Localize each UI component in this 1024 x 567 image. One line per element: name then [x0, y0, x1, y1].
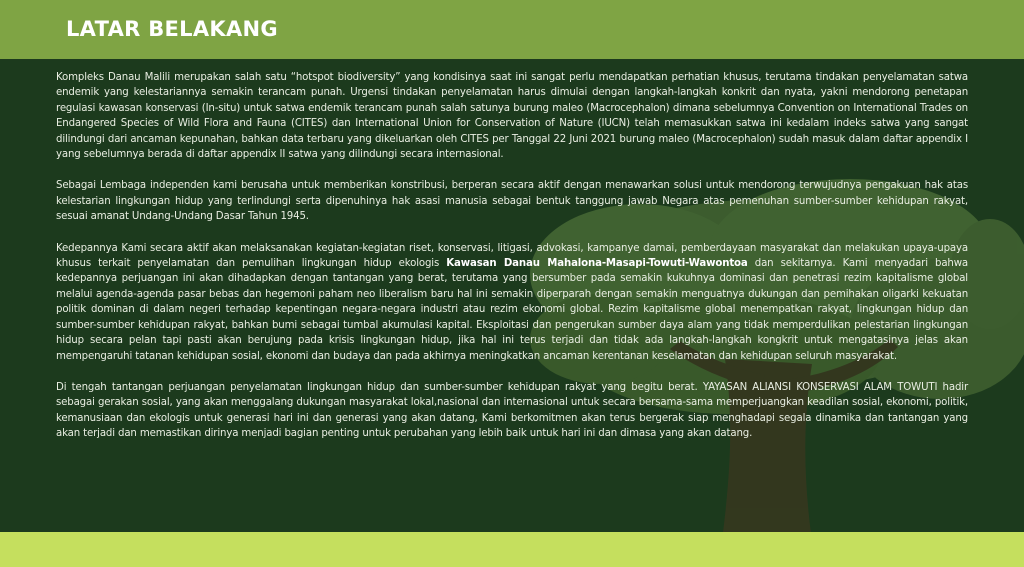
paragraph-3	[56, 241, 968, 364]
main-panel	[0, 59, 1024, 532]
footer-bar	[0, 532, 1024, 567]
paragraph-3-text-start: Kedepannya Kami secara aktif akan melaksanakan kegiatan-kegiatan riset, konservasi, litigasi, advokasi, kampanye damai, pemberdayaan masyarakat dan melakukan upaya-upaya khusus terkait penyelamatan dan pemulihan lingkungan hidup ekologis	[56, 242, 968, 270]
content-body	[56, 70, 968, 458]
paragraph-2: Sebagai Lembaga independen kami berusaha untuk memberikan konstribusi, berperan secara aktif dengan menawarkan solusi untuk mendorong terwujudnya pengakuan hak atas kelestarian lingkungan hidup yang terlindungi serta dipenuhinya hak asasi manusia sebagai bentuk tanggung jawab Negara atas pemenuhan sumber-sumber kehidupan rakyat, sesuai amanat Undang-Undang Dasar Tahun 1945.	[56, 180, 968, 223]
highlighted-area-name: Kawasan Danau Mahalona-Masapi-Towuti-Wawontoa	[446, 258, 748, 270]
header-bar	[0, 0, 1024, 59]
paragraph-3-text-end: dan sekitarnya. Kami menyadari bahwa kedepannya perjuangan ini akan dihadapkan dengan tantangan yang berat, terutama yang bersumber pada semakin kukuhnya dominasi dan penetrasi rezim kapitalisme global melalui agenda-agenda pasar bebas dan hegemoni paham neo liberalism baru hal ini semakin diperparah dengan semakin menguatnya dukungan dan pemihakan oligarki kekuatan politik dominan di dalam negeri terhadap kepentingan negara-negara industri atau rezim ekonomi global. Rezim kapitalisme global menempatkan rakyat, lingkungan hidup dan sumber-sumber kehidupan rakyat, bahkan bumi sebagai tumbal akumulasi kapital. Eksploitasi dan pengerukan sumber daya alam yang tidak memperdulikan pelestarian lingkungan hidup secara pelan tapi pasti akan berujung pada krisis lingkungan hidup, jika hal ini terus terjadi dan tidak ada langkah-langkah kongkrit untuk mengatasinya jelas akan mempengaruhi tatanan kehidupan sosial, ekonomi dan budaya dan pada akhirnya meningkatkan ancaman kerentanan keselamatan dan kehidupan seluruh masyarakat.	[56, 258, 969, 362]
paragraph-4: Di tengah tantangan perjuangan penyelamatan lingkungan hidup dan sumber-sumber kehidupan rakyat yang begitu berat. YAYASAN ALIANSI KONSERVASI ALAM TOWUTI hadir sebagai gerakan sosial, yang akan menggalang dukungan masyarakat lokal,nasional dan internasional untuk secara bersama-sama memperjuangkan keadilan sosial, ekonomi, politik, kemanusiaan dan ekologis untuk generasi hari ini dan generasi yang akan datang, Kami berkomitmen akan terus bergerak siap menghadapi segala dinamika dan tantangan yang akan terjadi dan memastikan dirinya menjadi bagian penting untuk perubahan yang lebih baik untuk hari ini dan dimasa yang akan datang.	[56, 381, 968, 440]
paragraph-1: Kompleks Danau Malili merupakan salah satu “hotspot biodiversity” yang kondisinya saat ini sangat perlu mendapatkan perhatian khusus, terutama tindakan penyelamatan satwa endemik yang kelestariannya semakin terancam punah. Urgensi tindakan penyelamatan harus dimulai dengan langkah-langkah konkrit dan nyata, yakni mendorong penetapan regulasi kawasan konservasi (In-situ) untuk satwa endemik terancam punah salah satunya burung maleo (Macrocephalon) dimana sebelumnya Convention on International Trades on Endangered Species of Wild Flora and Fauna (CITES) dan International Union for Conservation of Nature (IUCN) telah memasukkan satwa ini kedalam indeks satwa yang sangat dilindungi dari ancaman kepunahan, bahkan data terbaru yang dikeluarkan oleh CITES per Tanggal 22 Juni 2021 burung maleo (Macrocephalon) sudah masuk dalam daftar appendix I yang sebelumnya berada di daftar appendix II satwa yang dilindungi secara internasional.	[56, 72, 968, 161]
page-title: LATAR BELAKANG	[66, 17, 278, 41]
